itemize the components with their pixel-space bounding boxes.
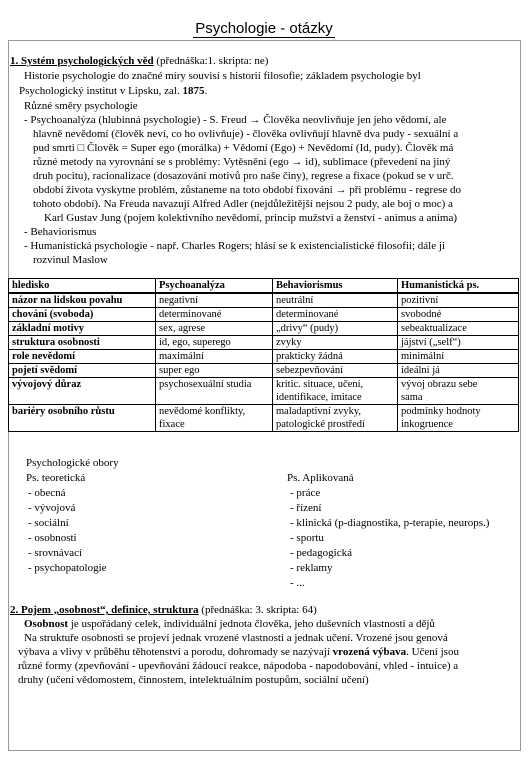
table-row xyxy=(9,405,519,432)
table-cell: jájství („self“) xyxy=(398,336,519,350)
table-header-cell: Humanistická ps. xyxy=(398,279,519,294)
table-cell: sex, agrese xyxy=(156,322,273,336)
list-item: - osobnosti xyxy=(28,532,77,544)
section2-line: různé formy (zpevňování - upevňování žádoucí reakce, nápodoba - napodobování, vhled - intuice) a xyxy=(18,660,459,672)
page-title: Psychologie - otázky xyxy=(195,20,333,37)
table-cell: id, ego, superego xyxy=(156,336,273,350)
table-cell: maladaptivní zvyky, patologické prostředí xyxy=(273,405,398,432)
list-item: - sportu xyxy=(290,532,324,544)
table-row xyxy=(9,308,519,322)
table-cell: role nevědomí xyxy=(9,350,156,364)
table-cell: neutrální xyxy=(273,293,398,308)
table-cell: determinované xyxy=(156,308,273,322)
table-header-cell: Behaviorismus xyxy=(273,279,398,294)
list-item: - srovnávací xyxy=(28,547,83,559)
table-cell: struktura osobnosti xyxy=(9,336,156,350)
section2-line: Na struktuře osobnosti se projeví jednak vrozené vlastnosti a jednak učení. Vrozené jsou genová xyxy=(24,632,448,644)
table-cell: prakticky žádná xyxy=(273,350,398,364)
psychoanalysis-line: různé metody na vyrovnání se s problémy: Vytěsnění (ego → id), sublimace (převedení na jiný xyxy=(33,156,451,168)
table-row xyxy=(9,378,519,405)
section1-para-line: Historie psychologie do značné míry souvisí s historií filosofie; základem psychologie byl xyxy=(24,70,421,82)
table-cell: nevědomé konflikty, fixace xyxy=(156,405,273,432)
theoretical-title: Ps. teoretická xyxy=(26,472,86,484)
table-row xyxy=(9,364,519,378)
list-item: - ... xyxy=(290,577,305,589)
section1-heading: 1. Systém psychologických věd (přednáška:1. skripta: ne) xyxy=(10,55,269,67)
psychoanalysis-line: druh pocitu), racionalizace (dosazování motivů pro naše činy), regrese a fixace (pokud se v urč. xyxy=(33,170,454,182)
table-header-cell: Psychoanalýza xyxy=(156,279,273,294)
table-cell: sebezpevňování xyxy=(273,364,398,378)
psychoanalysis-line: období života vyskytne problém, zůstaneme na toto období fixováni → při problému - regrese do xyxy=(33,184,461,196)
table-row xyxy=(9,293,519,308)
table-row xyxy=(9,322,519,336)
fields-heading: Psychologické obory xyxy=(26,457,119,469)
table-cell: sebeaktualizace xyxy=(398,322,519,336)
section1-para-line: Psychologický institut v Lipsku, zal. 1875. xyxy=(19,85,208,97)
table-cell: podmínky hodnoty inkogruence xyxy=(398,405,519,432)
list-item: - práce xyxy=(290,487,321,499)
list-item: - vývojová xyxy=(28,502,76,514)
list-item: - pedagogická xyxy=(290,547,352,559)
section2-heading: 2. Pojem „osobnost“, definice, struktura (přednáška: 3. skripta: 64) xyxy=(10,604,317,616)
table-cell: ideální já xyxy=(398,364,519,378)
table-cell: vývojový důraz xyxy=(9,378,156,405)
applied-title: Ps. Aplikovaná xyxy=(287,472,354,484)
psychoanalysis-line: pud smrti □ Člověk = Super ego (morálka) + Vědomí (Ego) + Nevědomí (Id, pudy). Člověk má xyxy=(33,142,454,154)
table-cell: minimální xyxy=(398,350,519,364)
psychoanalysis-line: Karl Gustav Jung (pojem kolektivního nevědomí, princip mužství a ženství - animus a anima) xyxy=(44,212,458,224)
table-row xyxy=(9,336,519,350)
table-cell: chování (svoboda) xyxy=(9,308,156,322)
table-cell: základní motivy xyxy=(9,322,156,336)
section2-line: druhy (učení vědomostem, činnostem, intelektuálním postupům, sociální učení) xyxy=(18,674,369,686)
table-row xyxy=(9,350,519,364)
table-cell: svobodné xyxy=(398,308,519,322)
list-item: - řízení xyxy=(290,502,322,514)
table-cell: negativní xyxy=(156,293,273,308)
comparison-table xyxy=(8,278,519,432)
list-item: - sociální xyxy=(28,517,69,529)
table-cell: kritic. situace, učení, identifikace, imitace xyxy=(273,378,398,405)
humanistic-line: - Humanistická psychologie - např. Charles Rogers; hlásí se k existencialistické filosofii; dále ji xyxy=(24,240,445,252)
table-header-row xyxy=(9,279,519,294)
table-cell: zvyky xyxy=(273,336,398,350)
table-cell: maximální xyxy=(156,350,273,364)
list-item: - psychopatologie xyxy=(28,562,107,574)
section1-subheading: Různé směry psychologie xyxy=(24,100,138,112)
table-cell: pozitivní xyxy=(398,293,519,308)
psychoanalysis-line: tohoto období). Na Freuda navazují Alfred Adler (nejdůležitější nejsou 2 pudy, ale boj o moc) a xyxy=(33,198,453,210)
section2-line: Osobnost je uspořádaný celek, individuální jednota člověka, jeho duševních vlastností a dějů xyxy=(24,618,435,630)
table-cell: „drivy“ (pudy) xyxy=(273,322,398,336)
humanistic-line: rozvinul Maslow xyxy=(33,254,108,266)
table-cell: bariéry osobního růstu xyxy=(9,405,156,432)
list-item: - reklamy xyxy=(290,562,333,574)
table-cell: psychosexuální studia xyxy=(156,378,273,405)
table-cell: super ego xyxy=(156,364,273,378)
psychoanalysis-line: - Psychoanalýza (hlubinná psychologie) - S. Freud → Člověka neovlivňuje jen jeho vědomí, ale xyxy=(24,114,447,126)
behaviorism-line: - Behaviorismus xyxy=(24,226,97,238)
table-cell: názor na lidskou povahu xyxy=(9,293,156,308)
section2-line: výbava a vlivy v průběhu těhotenství a porodu, dohromady se nazývají vrozená výbava. Učení jsou xyxy=(18,646,459,658)
table-header-cell: hledisko xyxy=(9,279,156,294)
list-item: - klinická (p-diagnostika, p-terapie, neurops.) xyxy=(290,517,490,529)
psychoanalysis-line: hlavně nevědomí (člověk neví, co ho ovlivňuje) - člověka ovlivňují hlavně dva pudy - sexuální a xyxy=(33,128,459,140)
list-item: - obecná xyxy=(28,487,66,499)
table-cell: pojetí svědomí xyxy=(9,364,156,378)
table-cell: determinované xyxy=(273,308,398,322)
table-cell: vývoj obrazu sebe sama xyxy=(398,378,519,405)
